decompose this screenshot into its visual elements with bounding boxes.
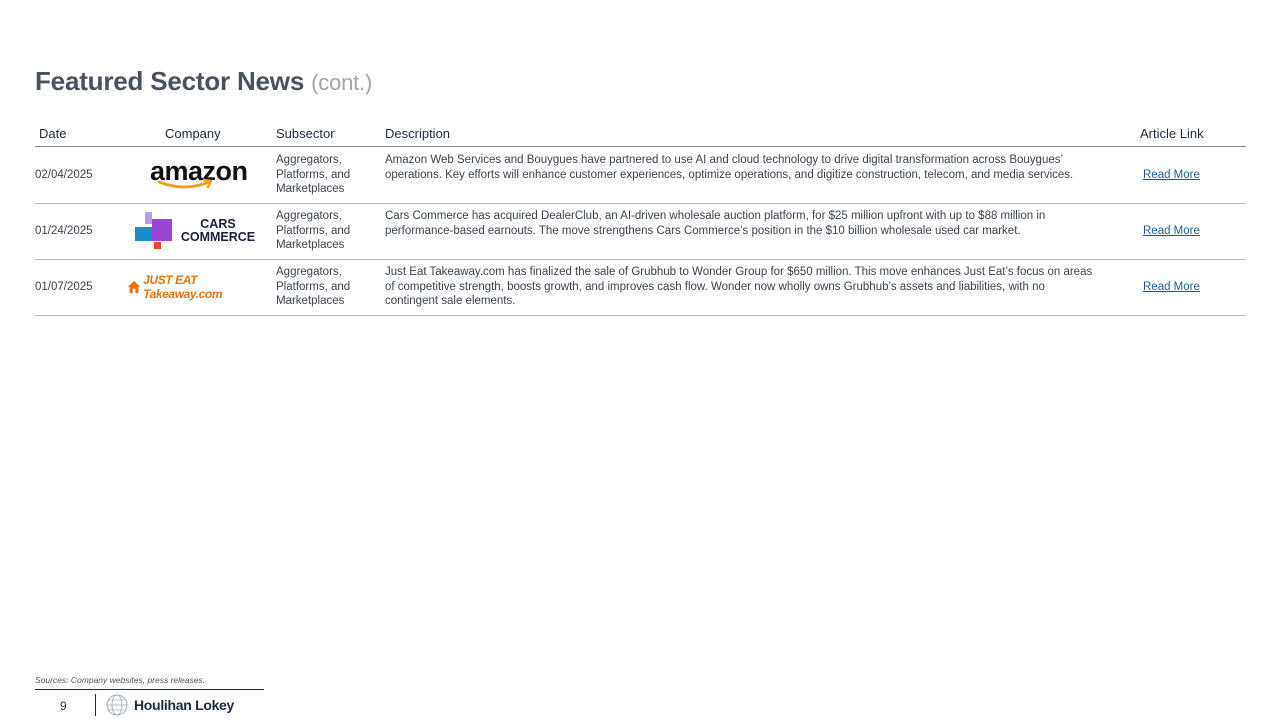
houlihan-lokey-globe-icon bbox=[106, 694, 128, 716]
brand-name: Houlihan Lokey bbox=[134, 697, 235, 713]
cars-commerce-logo-text: CARS COMMERCE bbox=[180, 217, 256, 244]
row-date: 02/04/2025 bbox=[35, 169, 93, 181]
row-subsector: Aggregators, Platforms, and Marketplaces bbox=[276, 154, 351, 195]
page-title bbox=[35, 66, 372, 97]
row-date: 01/24/2025 bbox=[35, 225, 93, 237]
row-description: Amazon Web Services and Bouygues have partnered to use AI and cloud technology to drive digital transformation across Bouygues’ operations. Key efforts will enhance customer experiences, optimize operations, and digitize construction, telecom, and media services. bbox=[385, 154, 1074, 181]
amazon-logo bbox=[127, 147, 263, 203]
page-number: 9 bbox=[60, 699, 67, 713]
read-more-link[interactable]: Read More bbox=[1143, 225, 1200, 237]
row-date: 01/07/2025 bbox=[35, 281, 93, 293]
amazon-smile-icon bbox=[149, 158, 241, 192]
table-row bbox=[35, 147, 1246, 204]
read-more-link[interactable]: Read More bbox=[1143, 169, 1200, 181]
just-eat-house-icon bbox=[127, 279, 141, 295]
table-row bbox=[35, 203, 1246, 260]
brand-logo bbox=[106, 694, 234, 716]
sources-note: Sources: Company websites, press releases. bbox=[35, 675, 206, 685]
amazon-logo-text: amazon bbox=[150, 156, 248, 186]
row-subsector: Aggregators, Platforms, and Marketplaces bbox=[276, 210, 351, 251]
header-date: Date bbox=[39, 126, 67, 141]
row-subsector: Aggregators, Platforms, and Marketplaces bbox=[276, 266, 351, 307]
read-more-link[interactable]: Read More bbox=[1143, 281, 1200, 293]
table-row bbox=[35, 259, 1246, 316]
header-description: Description bbox=[385, 126, 451, 141]
header-subsector: Subsector bbox=[276, 126, 335, 141]
row-description: Just Eat Takeaway.com has finalized the sale of Grubhub to Wonder Group for $650 million. This move enhances Just Eat’s focus on areas of competitive strength, boosts growth, and improves cash flow. Wonder now wholly owns Grubhub’s assets and liabilities, with no contingent sale elements. bbox=[385, 266, 1093, 307]
page-title-suffix: (cont.) bbox=[311, 70, 373, 95]
page-title-text: Featured Sector News bbox=[35, 66, 305, 96]
header-company: Company bbox=[165, 126, 221, 141]
row-description: Cars Commerce has acquired DealerClub, an AI-driven wholesale auction platform, for $25 million upfront with up to $88 million in performance-based earnouts. The move strengthens Cars Commerce’s position in the $10 billion wholesale used car market. bbox=[385, 210, 1046, 237]
cars-commerce-squares-icon bbox=[135, 212, 177, 250]
header-article-link: Article Link bbox=[1140, 126, 1204, 141]
footer-divider bbox=[35, 689, 264, 690]
just-eat-takeaway-logo bbox=[127, 259, 263, 315]
footer-separator bbox=[95, 694, 96, 716]
cars-commerce-logo bbox=[127, 203, 263, 259]
just-eat-logo-text: JUST EAT Takeaway.com bbox=[143, 273, 223, 301]
